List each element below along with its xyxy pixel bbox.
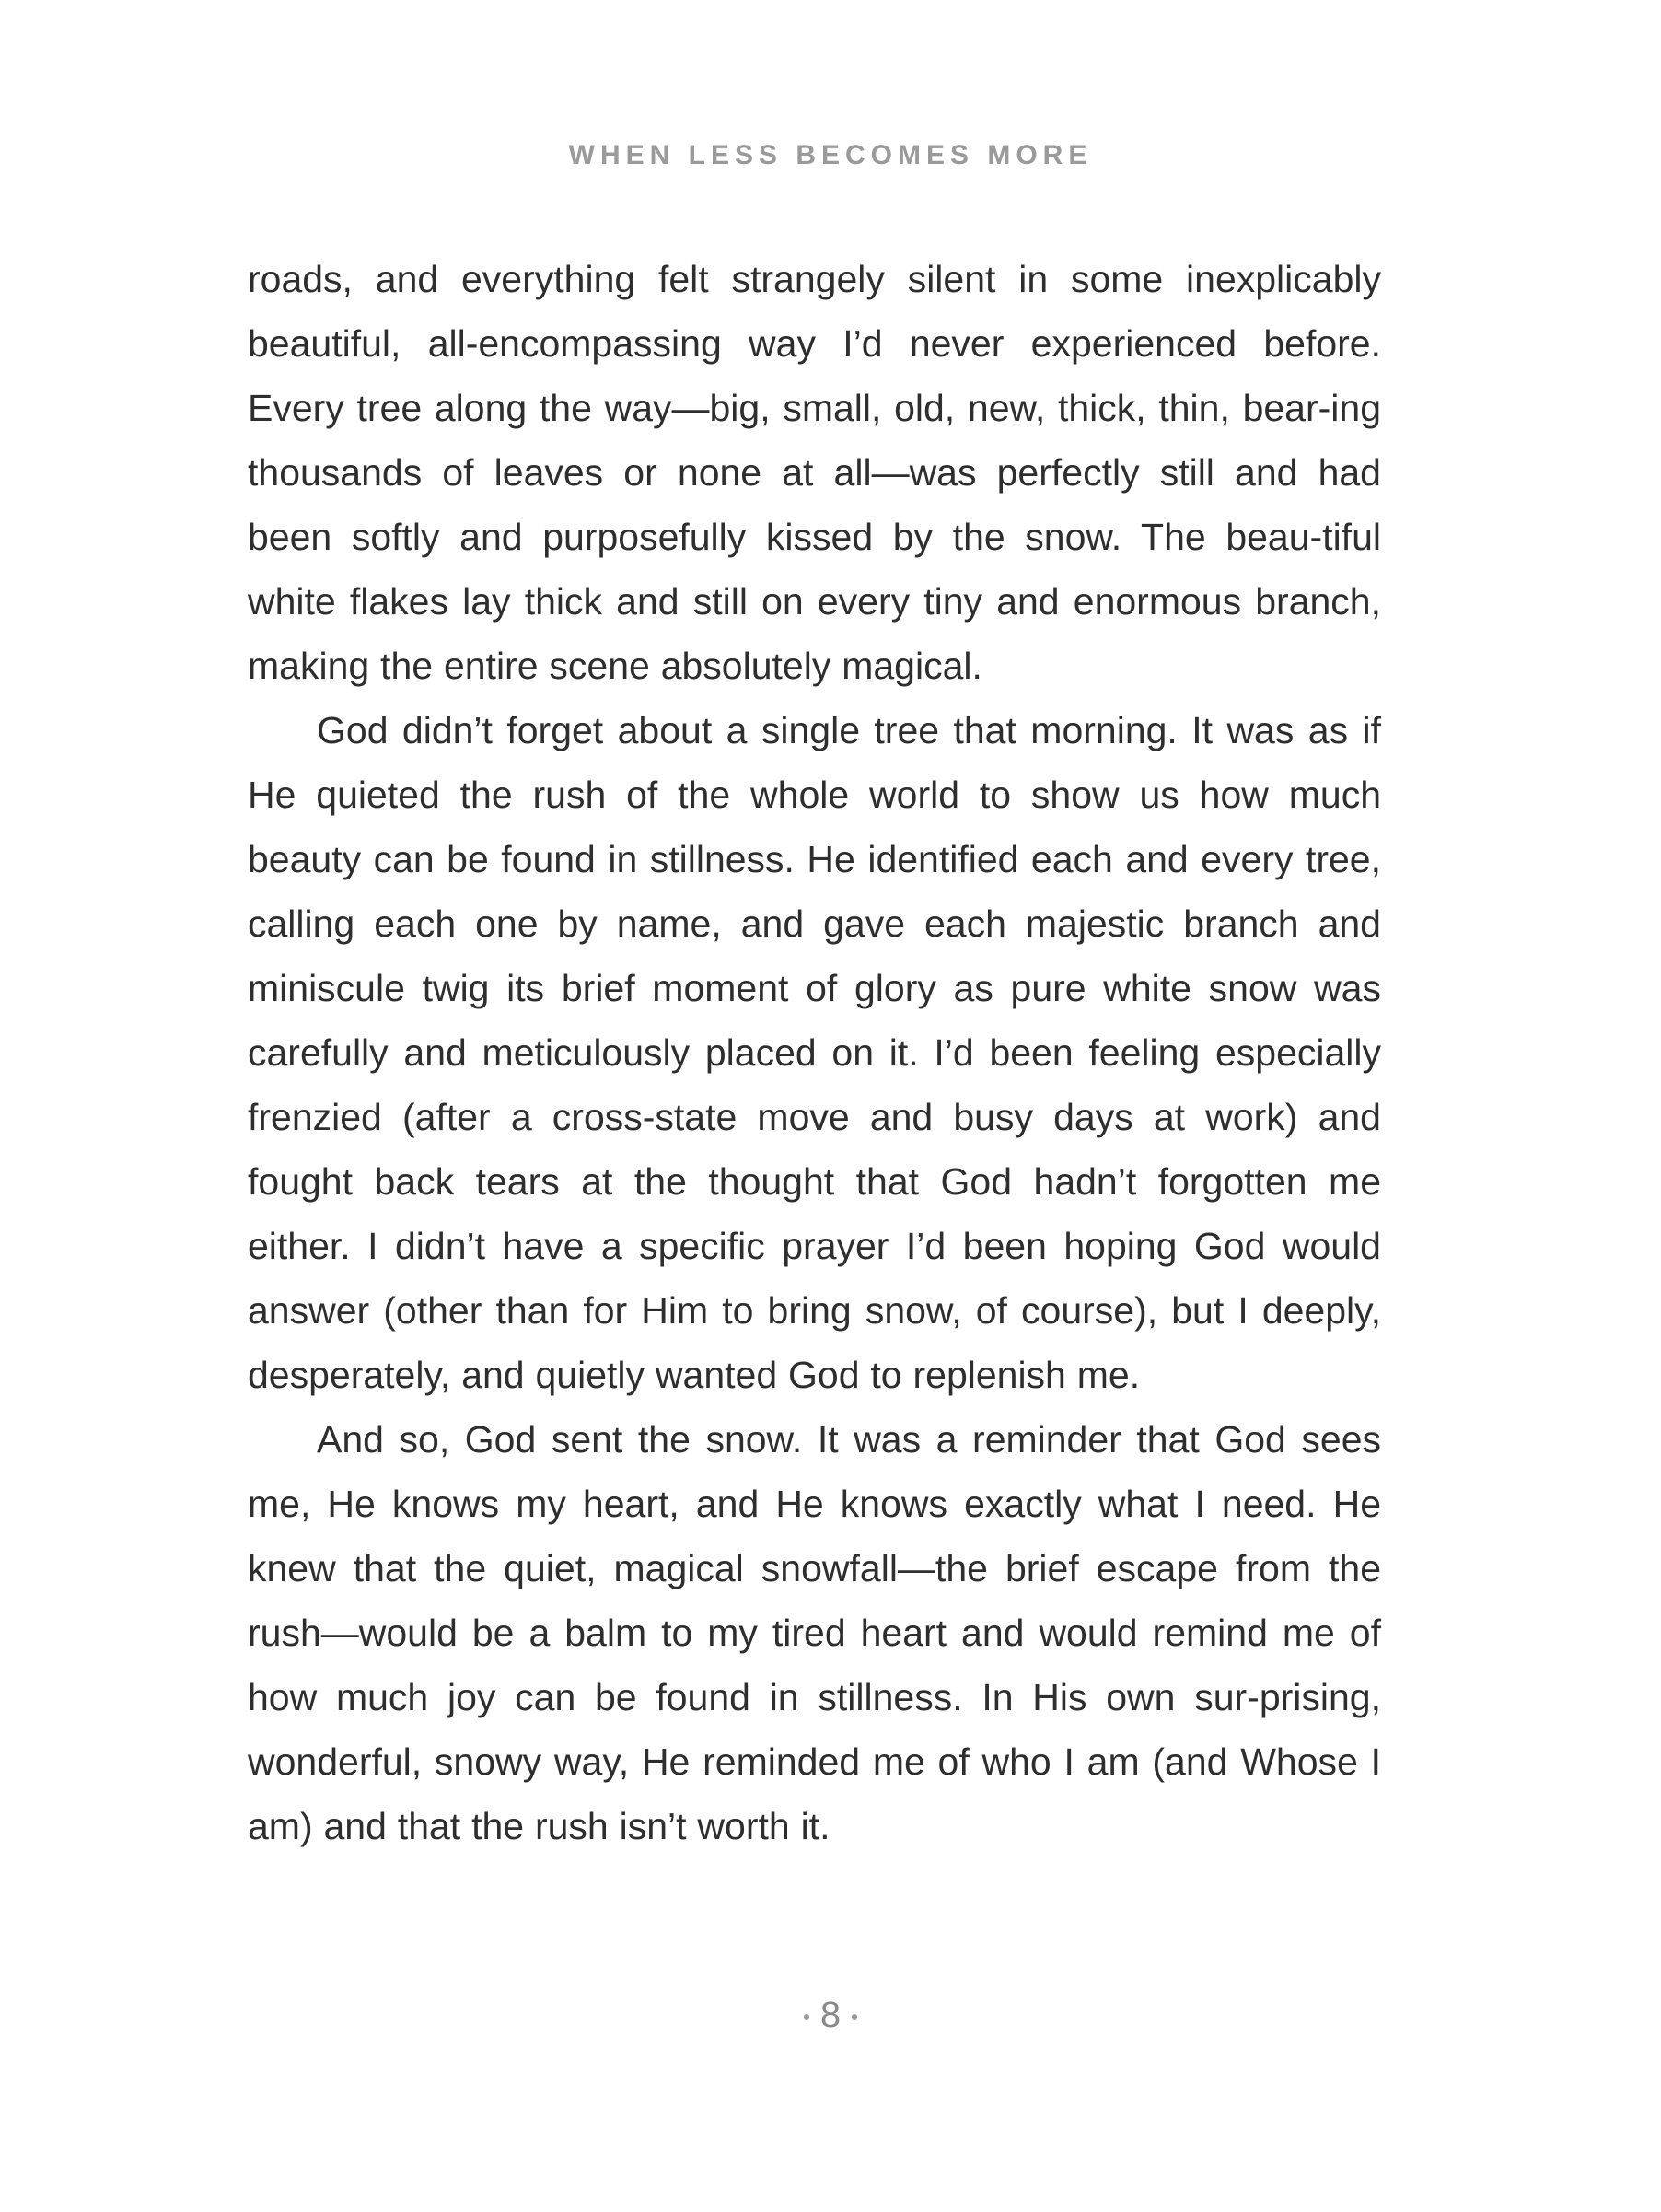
left-dot-ornament xyxy=(804,2014,809,2020)
paragraph-3: And so, God sent the snow. It was a reminder that God sees me, He knows my heart, and He knows exactly what I need. He knew that the quiet, magical snowfall—the brief escape from the rush—would be a balm to my tired heart and would remind me of how much joy can be found in stillness. In His own sur-prising, wonderful, snowy way, He reminded me of who I am (and Whose I am) and that the rush isn’t worth it. xyxy=(248,1418,1381,1847)
page-number: 8 xyxy=(819,1995,842,2035)
paragraph-1: roads, and everything felt strangely silent in some inexplicably beautiful, all-encompassing way I’d never experienced before. Every tree along the way—big, small, old, new, thick, thin, bear-ing thousands of leaves or none at all—was perfectly still and had been softly and purposefully kissed by the snow. The beau-tiful white flakes lay thick and still on every tiny and enormous branch, making the entire scene absolutely magical. xyxy=(248,258,1381,687)
page-number-footer xyxy=(0,1995,1661,2036)
right-dot-ornament xyxy=(852,2014,857,2020)
body-text xyxy=(248,247,1381,1858)
running-head: WHEN LESS BECOMES MORE xyxy=(568,140,1093,170)
paragraph-2: God didn’t forget about a single tree that morning. It was as if He quieted the rush of the whole world to show us how much beauty can be found in stillness. He identified each and every tree, calling each one by name, and gave each majestic branch and miniscule twig its brief moment of glory as pure white snow was carefully and meticulously placed on it. I’d been feeling especially frenzied (after a cross-state move and busy days at work) and fought back tears at the thought that God hadn’t forgotten me either. I didn’t have a specific prayer I’d been hoping God would answer (other than for Him to bring snow, of course), but I deeply, desperately, and quietly wanted God to replenish me. xyxy=(248,709,1381,1396)
